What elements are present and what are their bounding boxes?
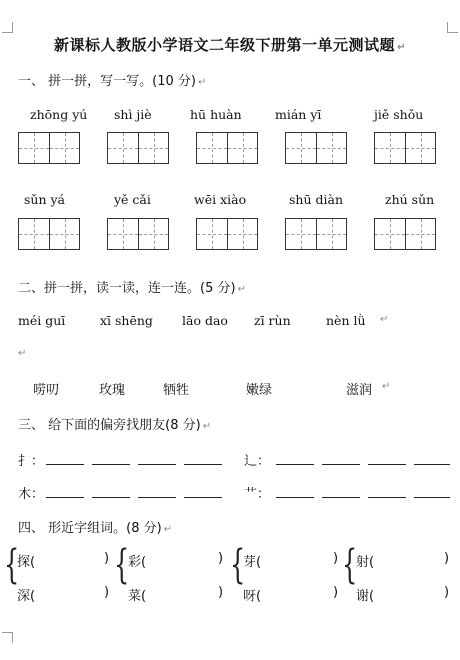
brace-icon: { — [114, 542, 130, 588]
corner-mark-top-left — [2, 22, 13, 33]
answer-blank[interactable] — [276, 497, 314, 498]
section-2-heading: 二、拼一拼，读一读，连一连。(5 分) ↵ — [18, 281, 246, 296]
radical-label: 扌： — [18, 454, 45, 469]
answer-blank[interactable] — [46, 497, 84, 498]
pinyin-label: lāo dao — [182, 313, 228, 328]
section-1-heading: 一、 拼一拼，写一写。(10 分) ↵ — [18, 74, 207, 89]
char-prompt: 谢( — [356, 589, 375, 604]
pinyin-label: shì jiè — [114, 107, 152, 122]
char-prompt: 呀( — [243, 589, 262, 604]
answer-blank[interactable] — [322, 464, 360, 465]
paragraph-mark: ↵ — [382, 381, 391, 392]
writing-grid[interactable] — [18, 218, 80, 250]
writing-grid[interactable] — [107, 218, 169, 250]
radical-label: 辶： — [244, 454, 271, 469]
char-prompt: 菜( — [128, 589, 147, 604]
writing-grid[interactable] — [196, 218, 258, 250]
writing-grid[interactable] — [285, 132, 347, 164]
pinyin-label: sǔn yá — [24, 192, 66, 207]
answer-blank[interactable] — [184, 464, 222, 465]
pinyin-label: nèn lǜ — [326, 313, 366, 328]
brace-icon: { — [4, 542, 20, 588]
close-paren: ) — [444, 551, 450, 566]
writing-grid[interactable] — [285, 218, 347, 250]
close-paren: ) — [218, 585, 224, 600]
close-paren: ) — [104, 585, 110, 600]
char-prompt: 探( — [17, 555, 36, 570]
answer-blank[interactable] — [92, 464, 130, 465]
pinyin-label: wēi xiào — [194, 192, 247, 207]
close-paren: ) — [333, 551, 339, 566]
answer-blank[interactable] — [138, 497, 176, 498]
writing-grid[interactable] — [374, 218, 436, 250]
answer-blank[interactable] — [322, 497, 360, 498]
char-prompt: 射( — [356, 555, 375, 570]
pinyin-label: méi guī — [18, 313, 66, 328]
pinyin-label: zhōng yú — [30, 107, 88, 122]
pinyin-label: zhú sǔn — [385, 192, 435, 207]
answer-blank[interactable] — [138, 464, 176, 465]
page-title: 新课标人教版小学语文二年级下册第一单元测试题 ↵ — [54, 36, 406, 54]
word-item: 嫩绿 — [246, 383, 273, 398]
brace-icon: { — [342, 542, 358, 588]
writing-grid[interactable] — [18, 132, 80, 164]
radical-label: 木： — [18, 487, 45, 502]
writing-grid[interactable] — [374, 132, 436, 164]
paragraph-mark: ↵ — [18, 348, 27, 359]
answer-blank[interactable] — [92, 497, 130, 498]
answer-blank[interactable] — [46, 464, 84, 465]
section-4-heading: 四、 形近字组词。(8 分) ↵ — [18, 521, 173, 536]
pinyin-label: jiě shǒu — [374, 107, 424, 122]
paragraph-mark: ↵ — [380, 314, 389, 325]
close-paren: ) — [444, 585, 450, 600]
corner-mark-bottom-left — [2, 632, 13, 643]
pinyin-label: hū huàn — [190, 107, 242, 122]
pinyin-label: yě cǎi — [114, 192, 151, 207]
corner-mark-top-right — [447, 22, 458, 33]
answer-blank[interactable] — [414, 497, 450, 498]
word-item: 滋润 — [346, 383, 373, 398]
word-item: 唠叨 — [33, 383, 60, 398]
pinyin-label: mián yī — [275, 107, 322, 122]
close-paren: ) — [218, 551, 224, 566]
writing-grid[interactable] — [196, 132, 258, 164]
brace-icon: { — [230, 542, 246, 588]
answer-blank[interactable] — [184, 497, 222, 498]
char-prompt: 彩( — [128, 555, 147, 570]
char-prompt: 深( — [17, 589, 36, 604]
pinyin-label: shū diàn — [289, 192, 343, 207]
word-item: 玫瑰 — [99, 383, 126, 398]
answer-blank[interactable] — [368, 464, 406, 465]
writing-grid[interactable] — [107, 132, 169, 164]
answer-blank[interactable] — [414, 464, 450, 465]
pinyin-label: zī rùn — [254, 313, 291, 328]
answer-blank[interactable] — [368, 497, 406, 498]
char-prompt: 芽( — [243, 555, 262, 570]
answer-blank[interactable] — [276, 464, 314, 465]
section-3-heading: 三、 给下面的偏旁找朋友(8 分) ↵ — [18, 418, 212, 433]
close-paren: ) — [333, 585, 339, 600]
word-item: 牺牲 — [163, 383, 190, 398]
radical-label: 艹： — [244, 487, 271, 502]
pinyin-label: xī shēng — [100, 313, 153, 328]
close-paren: ) — [104, 551, 110, 566]
